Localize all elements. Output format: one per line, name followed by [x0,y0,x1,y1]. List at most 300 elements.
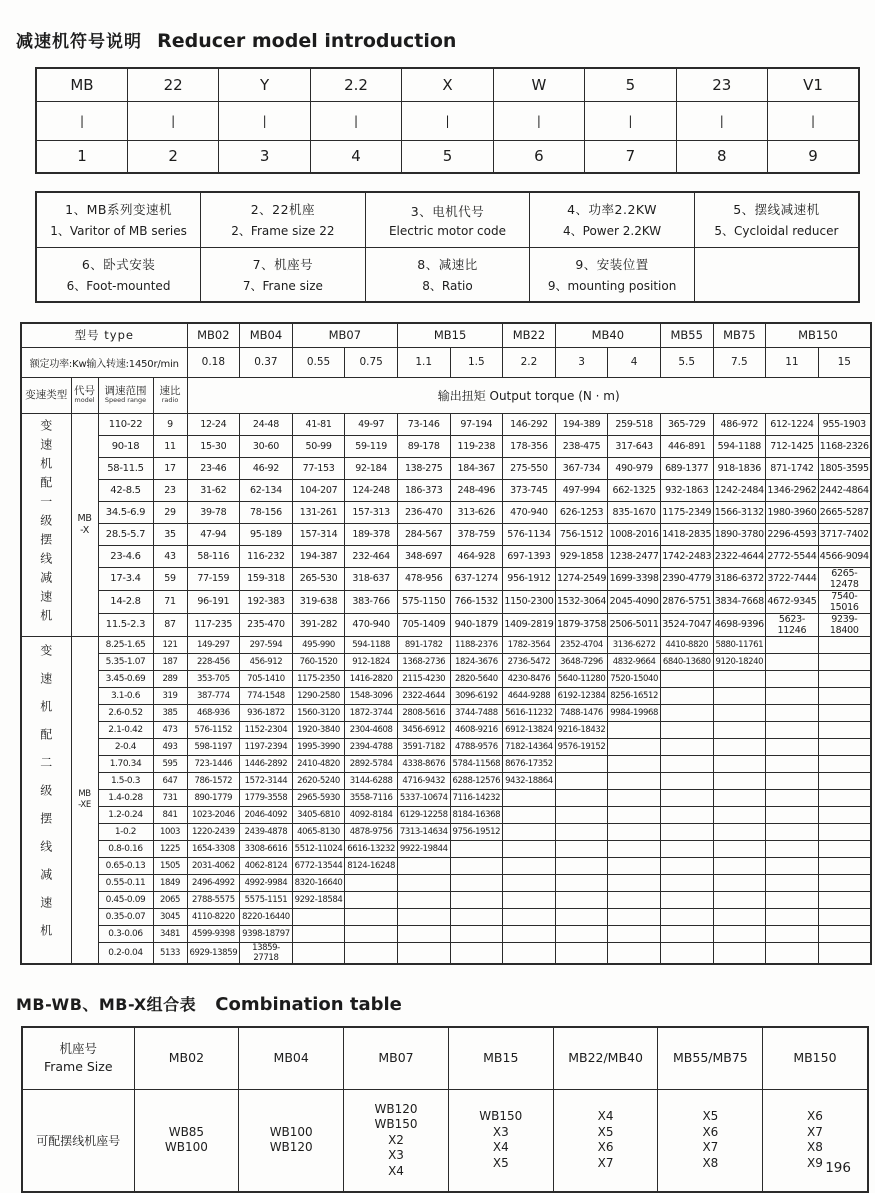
torque-value-cell [818,806,871,823]
legend-table-body [36,192,859,302]
torque-value-cell: 77-159 [187,567,240,590]
torque-value-cell: 194-389 [555,413,608,435]
torque-value-cell: 2892-5784 [345,755,398,772]
legend-label-cn: 4、功率2.2KW [567,202,658,218]
torque-value-cell: 157-313 [345,501,398,523]
torque-value-cell [555,806,608,823]
combo-body-row [22,1090,868,1192]
torque-value-cell: 383-766 [345,590,398,613]
torque-value-cell: 637-1274 [450,567,503,590]
torque-value-cell [608,755,661,772]
torque-value-cell: 495-990 [292,636,345,653]
torque-value-cell [660,738,713,755]
model-code-row [36,68,859,101]
torque-header: 输出扭矩 Output torque (N · m) [187,377,871,413]
data-row [21,874,871,891]
combo-cell-line: X7 [702,1140,719,1155]
combo-cell [344,1090,449,1192]
torque-value-cell: 7520-15040 [608,670,661,687]
torque-value-cell: 4338-8676 [397,755,450,772]
data-row [21,479,871,501]
torque-value-cell [503,840,556,857]
combo-header-cell [553,1027,658,1090]
torque-value-cell: 4698-9396 [713,613,766,636]
torque-value-cell: 31-62 [187,479,240,501]
model-code-segment-cell: 23 [676,68,767,101]
torque-value-cell: 8676-17352 [503,755,556,772]
torque-value-cell: 2442-4864 [818,479,871,501]
torque-value-cell: 232-464 [345,545,398,567]
torque-value-cell [713,874,766,891]
torque-value-cell: 3405-6810 [292,806,345,823]
torque-value-cell: 1879-3758 [555,613,608,636]
torque-value-cell [766,721,819,738]
speed-range-cell: 23-4.6 [98,545,153,567]
torque-value-cell [766,823,819,840]
torque-value-cell: 3834-7668 [713,590,766,613]
torque-value-cell: 47-94 [187,523,240,545]
data-row [21,755,871,772]
data-row [21,670,871,687]
combo-header-line: MB55/MB75 [673,1049,748,1065]
series-code-cell [71,636,98,964]
data-row [21,857,871,874]
torque-value-cell [766,738,819,755]
legend-label-cn: 2、22机座 [250,202,316,218]
torque-value-cell [555,755,608,772]
torque-value-cell: 1416-2820 [345,670,398,687]
legend-row [36,192,859,247]
legend-label-cn: 8、减速比 [417,256,478,272]
torque-value-cell: 194-387 [292,545,345,567]
torque-value-cell [660,772,713,789]
combo-header-line: MB150 [793,1049,837,1065]
torque-value-cell: 1274-2549 [555,567,608,590]
torque-value-cell [608,823,661,840]
torque-value-cell [818,636,871,653]
combo-cell-line: WB150 [374,1117,418,1131]
torque-value-cell: 470-940 [503,501,556,523]
combo-cell [448,1090,553,1192]
torque-value-cell: 1566-3132 [713,501,766,523]
speed-range-cell: 0.65-0.13 [98,857,153,874]
torque-value-cell: 238-475 [555,435,608,457]
torque-value-cell [555,789,608,806]
torque-value-cell [660,670,713,687]
torque-value-cell [555,891,608,908]
torque-value-cell: 184-367 [450,457,503,479]
torque-value-cell [608,908,661,925]
torque-value-cell [818,840,871,857]
page-title [16,27,875,52]
torque-value-cell: 456-912 [240,653,293,670]
torque-value-cell [713,840,766,857]
legend-row [36,247,859,302]
torque-value-cell: 3136-6272 [608,636,661,653]
torque-value-cell [555,823,608,840]
torque-value-cell: 7488-1476 [555,704,608,721]
torque-value-cell [450,874,503,891]
category-cell [21,413,71,636]
torque-value-cell: 62-134 [240,479,293,501]
torque-value-cell: 5512-11024 [292,840,345,857]
torque-value-cell: 4716-9432 [397,772,450,789]
torque-value-cell: 5640-11280 [555,670,608,687]
torque-value-cell: 89-178 [397,435,450,457]
torque-value-cell: 932-1863 [660,479,713,501]
torque-value-cell: 1346-2962 [766,479,819,501]
speed-range-cell: 0.45-0.09 [98,891,153,908]
torque-value-cell [450,840,503,857]
torque-value-cell: 119-238 [450,435,503,457]
data-row [21,435,871,457]
torque-value-cell: 1782-3564 [503,636,556,653]
power-value-cell: 2.2 [503,347,556,377]
torque-value-cell [713,942,766,964]
torque-value-cell [766,772,819,789]
torque-value-cell: 689-1377 [660,457,713,479]
torque-value-cell: 756-1512 [555,523,608,545]
data-row [21,613,871,636]
data-row [21,772,871,789]
torque-value-cell [713,721,766,738]
torque-value-cell [766,704,819,721]
torque-value-cell: 4788-9576 [450,738,503,755]
type-header-row [21,323,871,347]
combo-cell-line: WB85 [168,1124,205,1139]
torque-value-cell [713,857,766,874]
torque-value-cell [766,908,819,925]
model-code-segment-cell: 22 [127,68,218,101]
torque-value-cell [766,670,819,687]
torque-value-cell [713,670,766,687]
torque-value-cell [397,874,450,891]
torque-value-cell: 5337-10674 [397,789,450,806]
separator-bar-cell: | [768,101,860,140]
torque-value-cell: 58-116 [187,545,240,567]
torque-value-cell: 297-594 [240,636,293,653]
speed-type-header: 变速类型 [21,377,71,413]
torque-value-cell: 575-1150 [397,590,450,613]
ratio-cell: 11 [153,435,187,457]
torque-value-cell: 6129-12258 [397,806,450,823]
torque-value-cell [766,789,819,806]
data-row [21,942,871,964]
torque-value-cell: 1560-3120 [292,704,345,721]
torque-value-cell: 871-1742 [766,457,819,479]
series-code-line: MB [77,512,92,524]
torque-value-cell: 9292-18584 [292,891,345,908]
torque-value-cell [660,789,713,806]
combo-cell-line: X4 [597,1109,614,1124]
torque-value-cell: 235-470 [240,613,293,636]
torque-value-cell: 387-774 [187,687,240,704]
data-row [21,590,871,613]
torque-value-cell: 2808-5616 [397,704,450,721]
combo-cell-line: X4 [388,1163,404,1178]
torque-value-cell [555,925,608,942]
combination-title-en: Combination table [215,993,402,1015]
torque-value-cell: 576-1152 [187,721,240,738]
combo-cell-line: X9 [807,1155,823,1170]
torque-value-cell: 192-383 [240,590,293,613]
combo-cell-line: WB100 [164,1140,208,1155]
combo-cell [763,1090,868,1192]
torque-value-cell [292,925,345,942]
torque-value-cell: 367-734 [555,457,608,479]
torque-value-cell: 9216-18432 [555,721,608,738]
torque-value-cell: 1572-3144 [240,772,293,789]
torque-value-cell [503,908,556,925]
legend-label-cn: 6、卧式安装 [81,256,156,272]
speed-range-cell: 28.5-5.7 [98,523,153,545]
model-name-cell: MB150 [766,323,871,347]
speed-range-cell: 17-3.4 [98,567,153,590]
legend-label-en: 6、Foot-mounted [66,278,171,293]
spec-table-body [21,413,871,964]
combo-cell-line: X3 [388,1148,404,1162]
ratio-cell: 187 [153,653,187,670]
torque-value-cell: 104-207 [292,479,345,501]
torque-value-cell [608,891,661,908]
torque-value-cell: 1805-3595 [818,457,871,479]
position-number-cell: 1 [36,140,127,173]
torque-value-cell [766,687,819,704]
ratio-cell: 121 [153,636,187,653]
torque-value-cell [450,857,503,874]
legend-cell [365,192,530,247]
legend-label-cn: 7、机座号 [252,256,314,272]
torque-value-cell: 4608-9216 [450,721,503,738]
combo-header-line: 机座号 [59,1040,97,1056]
torque-value-cell [818,687,871,704]
torque-value-cell: 3722-7444 [766,567,819,590]
torque-value-cell: 1779-3558 [240,789,293,806]
torque-value-cell: 39-78 [187,501,240,523]
torque-value-cell [660,908,713,925]
torque-value-cell: 6192-12384 [555,687,608,704]
torque-value-cell [818,857,871,874]
speed-range-cell: 3.1-0.6 [98,687,153,704]
combination-table [21,1026,869,1193]
torque-value-cell: 3524-7047 [660,613,713,636]
speed-range-cell: 3.45-0.69 [98,670,153,687]
type-label-cell: 型号 type [21,323,187,347]
legend-cell [530,192,695,247]
torque-value-cell: 95-189 [240,523,293,545]
position-number-cell: 3 [219,140,310,173]
torque-value-cell: 1699-3398 [608,567,661,590]
torque-value-cell [713,908,766,925]
series-code-line: -X [80,524,89,536]
torque-value-cell: 7182-14364 [503,738,556,755]
position-number-cell: 4 [310,140,401,173]
model-code-segment-cell: V1 [768,68,860,101]
torque-value-cell [818,891,871,908]
speed-range-cell: 58-11.5 [98,457,153,479]
separator-bar-cell: | [127,101,218,140]
torque-value-cell: 9984-19968 [608,704,661,721]
torque-value-cell: 478-956 [397,567,450,590]
power-value-cell: 11 [766,347,819,377]
model-code-segment-cell: 2.2 [310,68,401,101]
torque-value-cell: 41-81 [292,413,345,435]
torque-value-cell [818,772,871,789]
speed-range-header-cn: 调速范围 [104,384,147,397]
torque-value-cell: 1368-2736 [397,653,450,670]
torque-value-cell: 6840-13680 [660,653,713,670]
torque-value-cell: 2820-5640 [450,670,503,687]
ratio-cell: 59 [153,567,187,590]
model-code-segment-cell: X [402,68,493,101]
torque-value-cell: 9398-18797 [240,925,293,942]
ratio-cell: 595 [153,755,187,772]
legend-cell [530,247,695,302]
torque-value-cell [818,721,871,738]
torque-value-cell [608,874,661,891]
torque-value-cell: 723-1446 [187,755,240,772]
data-row [21,457,871,479]
speed-range-cell: 0.35-0.07 [98,908,153,925]
legend-label-en: 7、Frane size [242,278,323,293]
combo-cell [134,1090,239,1192]
legend-label-en: 8、Ratio [422,278,473,293]
torque-value-cell: 59-119 [345,435,398,457]
torque-value-cell: 7540-15016 [818,590,871,613]
torque-value-cell: 138-275 [397,457,450,479]
torque-value-cell [713,772,766,789]
torque-value-cell: 5575-1151 [240,891,293,908]
legend-label-cn: 5、摆线减速机 [733,202,820,218]
torque-value-cell: 3096-6192 [450,687,503,704]
torque-value-cell [818,653,871,670]
torque-value-cell: 1150-2300 [503,590,556,613]
combo-row-label-cell: 可配摆线机座号 [22,1090,134,1192]
torque-value-cell [766,653,819,670]
torque-value-cell: 1980-3960 [766,501,819,523]
model-name-cell: MB75 [713,323,766,347]
model-code-segment-cell: W [493,68,584,101]
torque-value-cell: 1175-2350 [292,670,345,687]
power-value-cell: 0.37 [240,347,293,377]
torque-value-cell [660,687,713,704]
torque-value-cell [660,891,713,908]
torque-value-cell [660,942,713,964]
torque-value-cell: 594-1188 [713,435,766,457]
torque-value-cell [345,874,398,891]
torque-value-cell: 705-1409 [397,613,450,636]
combo-cell-line: X6 [702,1124,719,1139]
combo-cell [553,1090,658,1192]
torque-value-cell: 9120-18240 [713,653,766,670]
torque-value-cell: 4062-8124 [240,857,293,874]
combo-header-cell [344,1027,449,1090]
torque-value-cell [608,857,661,874]
torque-value-cell: 391-282 [292,613,345,636]
torque-value-cell: 1890-3780 [713,523,766,545]
series-code-line: MB [78,788,91,799]
torque-value-cell: 1220-2439 [187,823,240,840]
torque-value-cell: 497-994 [555,479,608,501]
ratio-cell: 1003 [153,823,187,840]
torque-value-cell: 4410-8820 [660,636,713,653]
torque-value-cell: 1175-2349 [660,501,713,523]
torque-value-cell [397,942,450,964]
torque-value-cell: 77-153 [292,457,345,479]
data-row [21,908,871,925]
legend-label-en: 1、Varitor of MB series [50,224,187,239]
combo-cell [658,1090,763,1192]
torque-value-cell: 446-891 [660,435,713,457]
torque-value-cell [555,840,608,857]
combination-table-body [22,1027,868,1192]
series-code-line: -XE [78,799,91,810]
torque-value-cell: 7313-14634 [397,823,450,840]
torque-value-cell: 486-972 [713,413,766,435]
data-row [21,687,871,704]
torque-value-cell [503,925,556,942]
speed-range-cell: 90-18 [98,435,153,457]
legend-label-en: 4、Power 2.2KW [563,224,662,239]
combo-cell-line: X2 [388,1132,404,1147]
torque-value-cell [766,806,819,823]
torque-value-cell [503,789,556,806]
torque-value-cell: 1920-3840 [292,721,345,738]
legend-label-cn: 1、MB系列变速机 [65,202,172,218]
combo-cell-line: WB120 [269,1140,313,1155]
torque-value-cell: 46-92 [240,457,293,479]
legend-table [35,191,860,303]
torque-value-cell [818,755,871,772]
position-number-cell: 7 [585,140,676,173]
torque-value-cell: 23-46 [187,457,240,479]
torque-value-cell: 13859-27718 [240,942,293,964]
torque-value-cell: 4644-9288 [503,687,556,704]
combo-header-line: Frame Size [43,1059,113,1075]
torque-value-cell: 6265-12478 [818,567,871,590]
torque-value-cell: 2304-4608 [345,721,398,738]
torque-value-cell: 1197-2394 [240,738,293,755]
power-header-row [21,347,871,377]
torque-value-cell: 2322-4644 [397,687,450,704]
position-number-cell: 5 [402,140,493,173]
torque-value-cell: 1409-2819 [503,613,556,636]
combo-header-cell [658,1027,763,1090]
power-value-cell: 1.1 [397,347,450,377]
model-position-row [36,140,859,173]
torque-value-cell: 8220-16440 [240,908,293,925]
spec-table-head [21,323,871,413]
torque-value-cell [818,874,871,891]
torque-value-cell [397,925,450,942]
ratio-cell: 319 [153,687,187,704]
code-header [71,377,98,413]
data-row [21,501,871,523]
torque-value-cell: 1242-2484 [713,479,766,501]
power-value-cell: 0.75 [345,347,398,377]
torque-value-cell [503,806,556,823]
torque-value-cell [766,755,819,772]
torque-value-cell: 4672-9345 [766,590,819,613]
torque-value-cell [713,704,766,721]
torque-value-cell: 6929-13859 [187,942,240,964]
torque-value-cell [713,891,766,908]
torque-value-cell: 4092-8184 [345,806,398,823]
torque-value-cell: 259-518 [608,413,661,435]
torque-value-cell [660,721,713,738]
torque-value-cell: 8184-16368 [450,806,503,823]
torque-value-cell: 4566-9094 [818,545,871,567]
